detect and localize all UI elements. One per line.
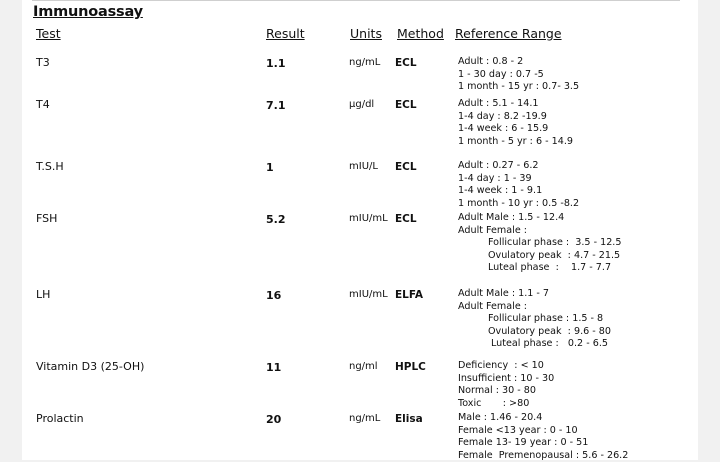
- reference-range-line: Follicular phase : 1.5 - 8: [488, 313, 604, 325]
- reference-range-line: Ovulatory peak : 4.7 - 21.5: [488, 249, 621, 261]
- reference-range-line: Adult Female :: [458, 300, 528, 312]
- test-name: T4: [36, 98, 50, 111]
- reference-range-line: Male : 1.46 - 20.4: [458, 412, 543, 423]
- test-units: mIU/mL: [349, 289, 388, 300]
- test-name: T3: [36, 56, 50, 69]
- test-result: 20: [266, 413, 282, 426]
- reference-range-line: Normal : 30 - 80: [458, 385, 537, 397]
- reference-range-line: Adult : 5.1 - 14.1: [458, 98, 539, 109]
- reference-range: [458, 412, 628, 462]
- test-result: 16: [266, 289, 282, 302]
- reference-range-line: 1-4 week : 6 - 15.9: [458, 123, 549, 135]
- reference-range-line: 1-4 day : 1 - 39: [458, 172, 532, 184]
- test-result: 1: [266, 161, 274, 174]
- reference-range-line: 1-4 day : 8.2 -19.9: [458, 110, 547, 122]
- test-units: ng/ml: [349, 361, 378, 372]
- reference-range-line: Adult Male : 1.1 - 7: [458, 288, 550, 299]
- reference-range: [458, 56, 579, 94]
- reference-range: [458, 288, 611, 351]
- reference-range-line: Insufficient : 10 - 30: [458, 372, 555, 384]
- test-units: mIU/L: [349, 161, 378, 172]
- test-name: Prolactin: [36, 412, 84, 425]
- reference-range-line: Luteal phase : 0.2 - 6.5: [491, 338, 608, 350]
- test-method: ECL: [395, 57, 417, 69]
- test-method: Elisa: [395, 413, 423, 425]
- header-units: Units: [350, 26, 382, 41]
- test-result: 1.1: [266, 57, 286, 70]
- test-method: ECL: [395, 213, 417, 225]
- reference-range-line: Female Premenopausal : 5.6 - 26.2: [458, 449, 629, 461]
- reference-range: [458, 360, 554, 410]
- header-method: Method: [397, 26, 444, 41]
- reference-range-line: Adult Female :: [458, 224, 528, 236]
- test-name: FSH: [36, 212, 58, 225]
- reference-range-line: 1 month - 5 yr : 6 - 14.9: [458, 135, 573, 147]
- reference-range-line: Adult : 0.8 - 2: [458, 56, 524, 67]
- section-title: Immunoassay: [33, 4, 143, 20]
- reference-range-line: Ovulatory peak : 9.6 - 80: [488, 325, 611, 337]
- reference-range-line: 1-4 week : 1 - 9.1: [458, 185, 543, 197]
- reference-range-line: Deficiency : < 10: [458, 360, 544, 371]
- reference-range: [458, 212, 621, 275]
- test-units: ng/mL: [349, 57, 381, 68]
- reference-range: [458, 160, 579, 210]
- test-name: Vitamin D3 (25-OH): [36, 360, 145, 373]
- test-result: 11: [266, 361, 282, 374]
- top-divider: [32, 0, 680, 1]
- test-name: LH: [36, 288, 51, 301]
- header-reference-range: Reference Range: [455, 26, 562, 41]
- test-method: ELFA: [395, 289, 423, 301]
- reference-range-line: 1 month - 15 yr : 0.7- 3.5: [458, 81, 580, 93]
- test-units: ng/mL: [349, 413, 381, 424]
- reference-range-line: Female <13 year : 0 - 10: [458, 424, 578, 436]
- reference-range-line: 1 - 30 day : 0.7 -5: [458, 68, 544, 80]
- reference-range-line: Toxic : >80: [458, 397, 530, 409]
- reference-range-line: Luteal phase : 1.7 - 7.7: [488, 262, 612, 274]
- header-result: Result: [266, 26, 305, 41]
- test-units: µg/dl: [349, 99, 375, 110]
- test-method: ECL: [395, 99, 417, 111]
- header-test: Test: [36, 26, 61, 41]
- reference-range-line: Adult Male : 1.5 - 12.4: [458, 212, 565, 223]
- reference-range-line: Female 13- 19 year : 0 - 51: [458, 437, 589, 449]
- test-result: 5.2: [266, 213, 286, 226]
- test-result: 7.1: [266, 99, 286, 112]
- reference-range-line: Follicular phase : 3.5 - 12.5: [488, 237, 622, 249]
- reference-range: [458, 98, 573, 148]
- test-method: HPLC: [395, 361, 426, 373]
- reference-range-line: 1 month - 10 yr : 0.5 -8.2: [458, 197, 580, 209]
- test-units: mIU/mL: [349, 213, 388, 224]
- test-method: ECL: [395, 161, 417, 173]
- reference-range-line: Adult : 0.27 - 6.2: [458, 160, 539, 171]
- test-name: T.S.H: [36, 160, 64, 173]
